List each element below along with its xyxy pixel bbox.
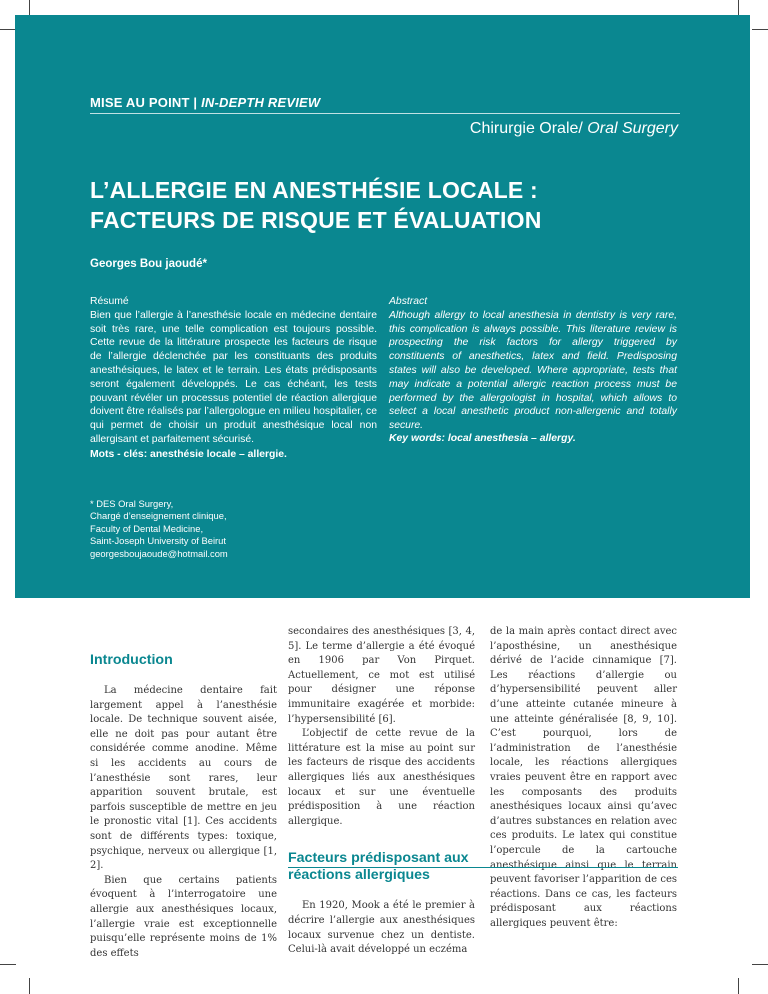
journal-label-fr: Chirurgie Orale/ <box>469 120 588 137</box>
body-paragraph: En 1920, Mook a été le premier à décrire l’allergie aux anesthésiques locaux survenue chez un dentiste. Celui-là avait développé un eczéma <box>288 900 475 956</box>
crop-mark-top-right-v <box>738 0 739 16</box>
body-paragraph: L’objectif de cette revue de la littérature est la mise au point sur les facteurs de risque des accidents allergiques liés aux anesthésiques locaux et sur une éventuelle prédisposition à une réaction allergique. <box>288 728 475 827</box>
body-paragraph: Bien que certains patients évoquent à l’interrogatoire une allergie aux anesthésiques locaux, l’allergie vraie est exceptionnelle puisqu’elle représente moins de 1% des effets <box>90 874 277 959</box>
author-email: georgesboujaoude@hotmail.com <box>90 547 228 559</box>
title-line-2: FACTEURS DE RISQUE ET ÉVALUATION <box>90 207 542 233</box>
body-paragraph: secondaires des anesthésiques [3, 4, 5]. Le terme d’allergie a été évoqué en 1906 par Von Pirquet. Actuellement, ce mot est utilisé pour désigner une réponse immunitaire exagérée et morbide: l’hypersensibilité [6]. <box>288 626 475 725</box>
author-affiliation <box>90 498 350 560</box>
crop-mark-top-left-h <box>0 29 16 30</box>
affiliation-line: Faculty of Dental Medicine, <box>90 522 204 534</box>
section-label <box>90 95 320 110</box>
factors-heading: Facteurs prédisposant aux réactions allergiques <box>288 850 469 884</box>
title-line-1: L’ALLERGIE EN ANESTHÉSIE LOCALE : <box>90 177 538 203</box>
abstract-fr-text: Bien que l’allergie à l’anesthésie locale en médecine dentaire soit très rare, une telle complication est toujours possible. Cette revue de la littérature prospecte les facteurs de risque de l’allergie déclenchée par les constituants des produits anesthésiques, le latex et le terrain. Les états prédisposants seront également développés. Le cas échéant, les tests pouvant révéler un processus potentiel de réaction allergique doivent être réalisés par l’allergologue en milieu hospitalier, ce qui permet de choisir un produit anesthésique local non allergisant et parfaitement sécurisé. <box>90 309 377 445</box>
footer-rule <box>288 867 678 868</box>
section-label-fr: MISE AU POINT | <box>90 95 202 110</box>
introduction-heading: Introduction <box>90 652 173 668</box>
affiliation-line: * DES Oral Surgery, <box>90 498 174 509</box>
crop-mark-bottom-right-v <box>738 978 739 994</box>
affiliation-line: Chargé d’enseignement clinique, <box>90 510 227 522</box>
keywords-en: Key words: local anesthesia – allergy. <box>389 433 576 444</box>
author-name: Georges Bou jaoudé* <box>90 258 207 270</box>
crop-mark-top-right-h <box>752 29 768 30</box>
crop-mark-bottom-left-h <box>0 964 16 965</box>
keywords-fr: Mots - clés: anesthésie locale – allergie. <box>90 449 287 460</box>
affiliation-line: Saint-Joseph University of Beirut <box>90 535 226 547</box>
abstract-en-text: Although allergy to local anesthesia in dentistry is very rare, this complication is always possible. This literature review is prospecting the risk factors for allergy triggered by constituents of anesthetics, latex and field. Predisposing states will also be developed. Where appropriate, tests that may indicate a potential allergic reaction process must be performed by the allergologist in hospital, which allows to select a local anesthetic product non-allergenic and totally secure. <box>389 309 677 432</box>
section-label-en: IN-DEPTH REVIEW <box>201 95 321 110</box>
article-title <box>90 175 690 235</box>
abstract-fr-heading: Résumé <box>90 296 129 307</box>
body-paragraph: La médecine dentaire fait largement appel à l’anesthésie locale. De technique souvent aisée, elle ne doit pas pour autant être considérée comme anodine. Même si les accidents au cours de l’anesthésie sont rares, leur apparition souvent brutale, est parfois susceptible de mettre en jeu le pronostic vital [1]. Ces accidents sont de différents types: toxique, psychique, nerveux ou allergique [1, 2]. <box>90 685 277 872</box>
journal-label <box>470 120 678 138</box>
body-column-2 <box>288 625 475 958</box>
body-paragraph: de la main après contact direct avec l’aposthésine, un anesthésique dérivé de l’acide cinnamique [7]. Les réactions d’allergie ou d’hypersensibilité peuvent aller d’une atteinte cutanée mineure à une atteinte généralisée [8, 9, 10]. C’est pourquoi, lors de l’administration de l’anesthésie locale, les réactions allergiques vraies peuvent être en rapport avec les composants des produits anesthésiques locaux ainsi qu’avec d’autres substances en relation avec ces produits. Le latex qui constitue l’opercule de la cartouche anesthésique ainsi que le terrain peuvent favoriser l’apparition de ces réactions. Dans ce cas, les facteurs prédisposant aux réactions allergiques peuvent être: <box>490 626 677 929</box>
crop-mark-bottom-right-h <box>752 964 768 965</box>
header-divider <box>90 113 680 114</box>
abstract-en <box>389 295 677 433</box>
crop-mark-bottom-left-v <box>29 978 30 994</box>
abstract-en-heading: Abstract <box>389 296 428 307</box>
crop-mark-top-left-v <box>29 0 30 16</box>
journal-label-en: Oral Surgery <box>587 120 678 137</box>
body-column-3 <box>490 625 677 931</box>
body-column-1 <box>90 625 277 961</box>
abstract-fr <box>90 295 377 447</box>
